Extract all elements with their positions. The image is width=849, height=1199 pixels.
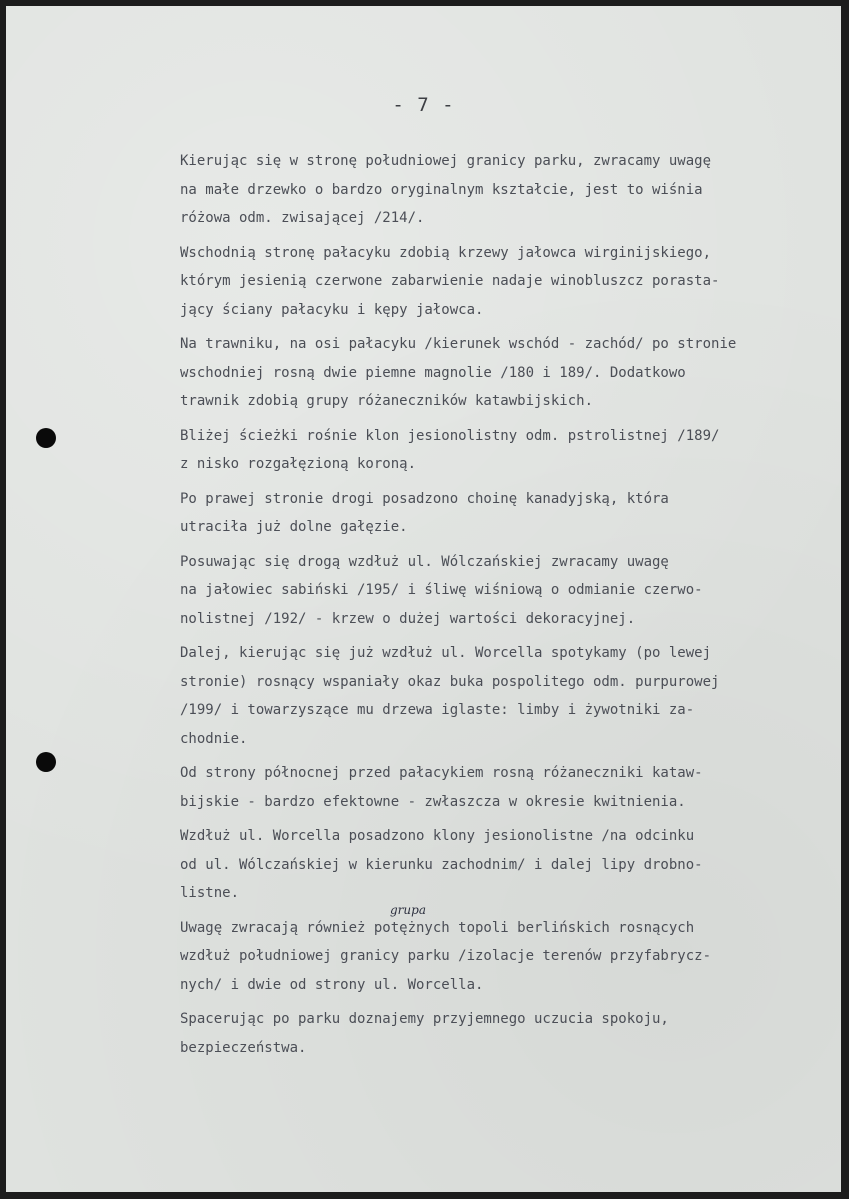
paragraph: Wzdłuż ul. Worcella posadzono klony jesionolistne /na odcinku od ul. Wólczańskiej w kierunku zachodnim/ i dalej lipy drobno- listne. bbox=[180, 828, 703, 901]
paragraph: Na trawniku, na osi pałacyku /kierunek wschód - zachód/ po stronie wschodniej rosną dwie piemne magnolie /180 i 189/. Dodatkowo trawnik zdobią grupy różaneczników katawbijskich. bbox=[180, 336, 737, 409]
paragraph: Spacerując po parku doznajemy przyjemnego uczucia spokoju, bezpieczeństwa. bbox=[180, 1011, 669, 1056]
paragraph: Dalej, kierując się już wzdłuż ul. Worcella spotykamy (po lewej stronie) rosnący wspaniały okaz buka pospolitego odm. purpurowej /199/ i towarzyszące mu drzewa iglaste: limby i żywotniki za- chodnie. bbox=[180, 645, 720, 747]
handwritten-annotation: grupa bbox=[390, 903, 426, 917]
paragraph: Wschodnią stronę pałacyku zdobią krzewy jałowca wirginijskiego, którym jesienią czerwone zabarwienie nadaje winobluszcz porasta- jący ściany pałacyku i kępy jałowca. bbox=[180, 244, 720, 318]
paragraph: Kierując się w stronę południowej granicy parku, zwracamy uwagę na małe drzewko o bardzo oryginalnym kształcie, jest to wiśnia różowa odm. zwisającej /214/. bbox=[180, 153, 712, 226]
page-number: - 7 - bbox=[392, 94, 455, 116]
paragraph: Posuwając się drogą wzdłuż ul. Wólczańskiej zwracamy uwagę na jałowiec sabiński /195/ i śliwę wiśniową o odmianie czerwo- nolistnej /192/ - krzew o dużej wartości dekoracyjnej. bbox=[180, 553, 703, 627]
paragraph: Bliżej ścieżki rośnie klon jesionolistny odm. pstrolistnej /189/ z nisko rozgałęzioną koroną. bbox=[180, 427, 720, 472]
document-body bbox=[180, 147, 840, 1068]
paragraph: Uwagę zwracają również potężnych topoli berlińskich rosnących wzdłuż południowej granicy parku /izolacje terenów przyfabrycz- nych/ i dwie od strony ul. Worcella. bbox=[180, 919, 712, 993]
document-page bbox=[6, 6, 841, 1192]
punch-hole-top bbox=[36, 428, 56, 448]
punch-hole-bottom bbox=[36, 752, 56, 772]
paragraph: Po prawej stronie drogi posadzono choinę kanadyjską, która utraciła już dolne gałęzie. bbox=[180, 490, 669, 535]
paragraph: Od strony północnej przed pałacykiem rosną różaneczniki kataw- bijskie - bardzo efektowne - zwłaszcza w okresie kwitnienia. bbox=[180, 765, 703, 810]
